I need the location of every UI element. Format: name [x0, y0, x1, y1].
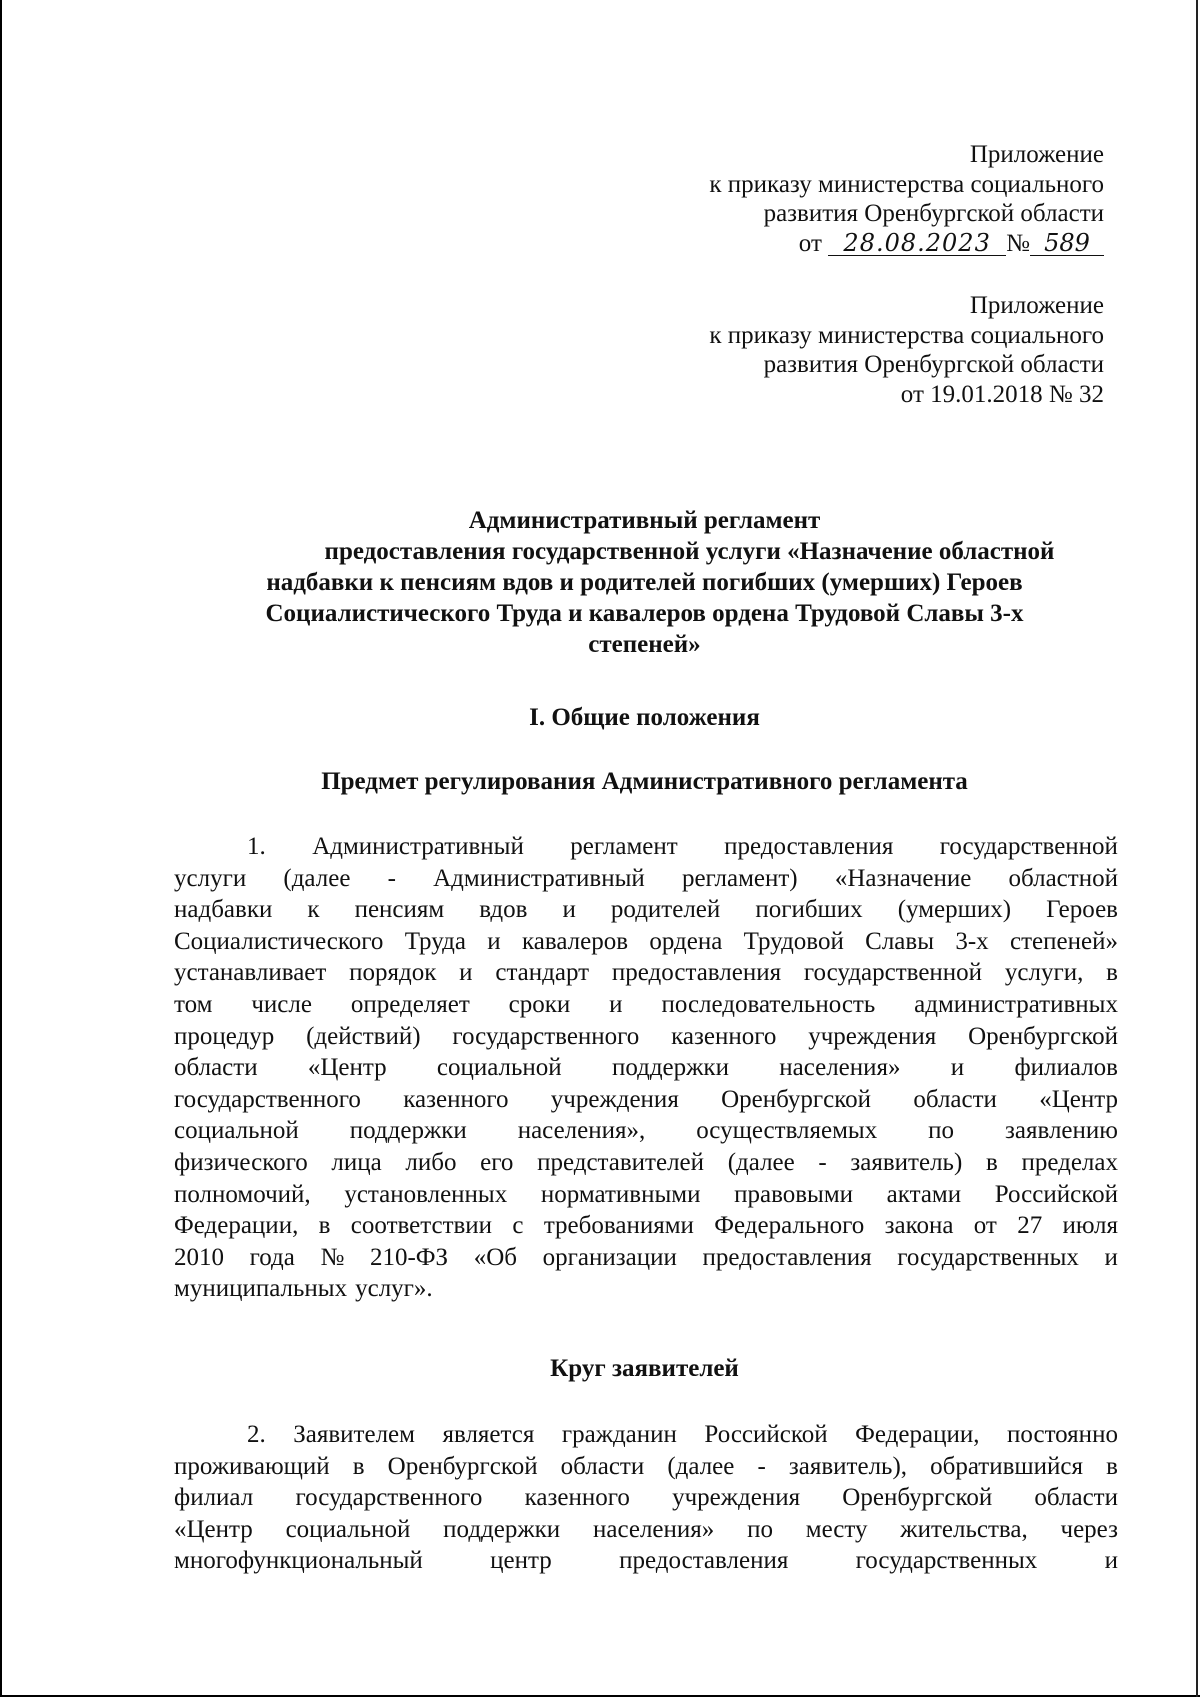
word: определяет	[350, 990, 470, 1018]
word: 27	[1017, 1212, 1043, 1240]
word: услуги,	[1004, 959, 1084, 987]
word: центр	[490, 1547, 552, 1575]
word: является	[442, 1421, 535, 1448]
word: с	[512, 1212, 524, 1240]
paragraph-1-line	[174, 894, 1118, 926]
word: месту	[805, 1515, 868, 1543]
word: 2010	[174, 1243, 224, 1271]
word: -	[757, 1452, 766, 1480]
word: (далее	[283, 864, 351, 892]
word: областной	[1008, 864, 1118, 892]
word: актами	[886, 1180, 962, 1208]
word: «Назначение	[834, 864, 972, 892]
word: том	[174, 990, 213, 1018]
word: числе	[251, 990, 312, 1018]
header-old-line4: от 19.01.2018 № 32	[900, 380, 1104, 408]
word: регламент	[570, 833, 678, 860]
word: и	[487, 927, 501, 955]
header-old-line1: Приложение	[969, 292, 1104, 319]
word: проживающий	[174, 1452, 330, 1480]
title-line4: Социалистического Труда и кавалеров ордена Трудовой Славы 3-х	[265, 600, 1024, 627]
word: Трудовой	[743, 927, 844, 955]
word: процедур	[174, 1022, 275, 1050]
document-title	[172, 505, 1117, 660]
word: филиал	[174, 1484, 254, 1512]
word: населения»	[779, 1054, 901, 1082]
word: требованиями	[543, 1212, 694, 1240]
word: Российской	[994, 1180, 1118, 1208]
word: услуги	[174, 864, 247, 892]
word: многофункциональный	[174, 1547, 423, 1575]
word: учреждения	[550, 1085, 679, 1113]
paragraph-1-line	[174, 1179, 1118, 1211]
word: ордена	[649, 927, 723, 955]
word: от	[973, 1212, 997, 1240]
word: обратившийся	[930, 1452, 1084, 1480]
paragraph-2	[174, 1419, 1118, 1577]
word: лица	[331, 1148, 382, 1176]
word: Оренбургской	[968, 1022, 1118, 1050]
word: и	[562, 896, 576, 924]
word: установленных	[344, 1180, 508, 1208]
word: Федерации,	[174, 1212, 299, 1240]
word: постоянно	[1006, 1421, 1118, 1448]
word: предоставления	[724, 833, 894, 860]
word: административных	[914, 990, 1118, 1018]
word: соответствии	[350, 1212, 493, 1240]
word: физического	[174, 1148, 308, 1176]
word: государственного	[452, 1022, 640, 1050]
word: и	[459, 959, 473, 987]
title-line3: надбавки к пенсиям вдов и родителей погибших (умерших) Героев	[266, 569, 1023, 596]
word: года	[249, 1243, 295, 1271]
word: предоставления	[619, 1547, 789, 1575]
word: №	[320, 1243, 345, 1271]
word: степеней»	[1010, 927, 1118, 955]
word: государственных	[897, 1243, 1079, 1271]
word: казенного	[403, 1085, 509, 1113]
word: организации	[542, 1243, 677, 1271]
word: (действий)	[306, 1022, 421, 1050]
title-line2: предоставления государственной услуги «Назначение областной	[324, 538, 1055, 565]
header-new-order	[709, 140, 1104, 258]
word: (умерших)	[897, 896, 1012, 924]
word: и	[609, 990, 623, 1018]
word: устанавливает	[174, 959, 327, 987]
word: и	[950, 1054, 965, 1082]
paragraph-1-line	[174, 957, 1118, 989]
subheading-applicants: Круг заявителей	[550, 1355, 739, 1382]
word: Административный	[433, 864, 645, 892]
word: государственной	[803, 959, 983, 987]
word: и	[1104, 1547, 1118, 1575]
word: 1.	[247, 833, 266, 860]
word: 2.	[247, 1421, 266, 1448]
paragraph-1-line	[174, 1084, 1118, 1116]
word: осуществляемых	[696, 1117, 878, 1145]
header-new-line2: к приказу министерства социального	[709, 170, 1104, 198]
paragraph-1-line	[174, 989, 1118, 1021]
paragraph-2-line	[174, 1419, 1118, 1451]
paragraph-2-line	[174, 1514, 1118, 1546]
date-prefix: от	[798, 229, 822, 257]
word: Оренбургской	[842, 1484, 993, 1512]
word: поддержки	[349, 1117, 467, 1145]
word: нормативными	[540, 1180, 701, 1208]
word: родителей	[610, 896, 721, 924]
word: заявлению	[1005, 1117, 1118, 1145]
word: области	[174, 1054, 258, 1082]
word: 210-ФЗ	[369, 1243, 449, 1271]
word: области	[560, 1452, 645, 1480]
word: социальной	[174, 1117, 299, 1145]
header-new-date-line	[709, 229, 1104, 259]
word: Заявителем	[293, 1421, 415, 1448]
word: надбавки	[174, 896, 273, 924]
word: регламент)	[681, 864, 798, 892]
header-old-order	[709, 291, 1104, 409]
title-line1: Административный регламент	[468, 507, 821, 534]
word: -	[387, 864, 396, 892]
word: порядок	[349, 959, 437, 987]
word: государственных	[855, 1547, 1038, 1575]
paragraph-1-line	[174, 863, 1118, 895]
word: и	[1104, 1243, 1118, 1271]
handwritten-date: 28.08.2023	[828, 231, 1006, 256]
paragraph-1-line	[174, 1021, 1118, 1053]
word: области	[1034, 1484, 1118, 1512]
word: Административный	[312, 833, 524, 860]
paragraph-1-line	[174, 1115, 1118, 1147]
word: представителей	[537, 1148, 705, 1176]
word: «Об	[473, 1243, 517, 1271]
word: муниципальных	[174, 1275, 348, 1303]
word: правовыми	[734, 1180, 854, 1208]
paragraph-1-line	[174, 831, 1118, 863]
word: последовательность	[661, 990, 876, 1018]
scan-edge-line	[1196, 0, 1198, 1697]
word: «Центр	[174, 1515, 253, 1543]
header-new-line1: Приложение	[969, 141, 1104, 168]
word: Федерации,	[855, 1421, 980, 1448]
word: в	[1106, 959, 1118, 987]
word: поддержки	[611, 1054, 729, 1082]
paragraph-1-line	[174, 1210, 1118, 1242]
word: Социалистического	[174, 927, 384, 955]
word: «Центр	[307, 1054, 387, 1082]
word: Федерального	[714, 1212, 865, 1240]
word: Оренбургской	[387, 1452, 538, 1480]
paragraph-1-line	[174, 1147, 1118, 1179]
word: через	[1060, 1515, 1118, 1543]
word: пенсиям	[354, 896, 445, 924]
word: казенного	[671, 1022, 777, 1050]
word: либо	[405, 1148, 457, 1176]
word: казенного	[524, 1484, 630, 1512]
word: Героев	[1046, 896, 1118, 924]
word: в	[318, 1212, 331, 1240]
word: «Центр	[1039, 1085, 1118, 1113]
word: населения»	[592, 1515, 715, 1543]
word: его	[480, 1148, 514, 1176]
word: в	[985, 1148, 998, 1176]
paragraph-1-line	[174, 1273, 1118, 1305]
word: социальной	[436, 1054, 562, 1082]
word: кавалеров	[522, 927, 629, 955]
handwritten-number: 589	[1030, 231, 1104, 256]
subheading-subject: Предмет регулирования Административного регламента	[321, 768, 968, 795]
word: полномочий,	[174, 1180, 311, 1208]
word: области	[913, 1085, 997, 1113]
paragraph-2-line	[174, 1545, 1118, 1577]
word: по	[928, 1117, 955, 1145]
word: гражданин	[561, 1421, 677, 1448]
header-new-line3: развития Оренбургской области	[763, 200, 1104, 227]
paragraph-1-line	[174, 926, 1118, 958]
word: заявитель)	[850, 1148, 963, 1176]
word: государственного	[174, 1085, 361, 1113]
word: Российской	[704, 1421, 828, 1448]
paragraph-2-line	[174, 1451, 1118, 1483]
word: населения»,	[517, 1117, 646, 1145]
word: к	[307, 896, 320, 924]
word: филиалов	[1014, 1054, 1118, 1082]
number-prefix: №	[1006, 229, 1030, 257]
word: стандарт	[495, 959, 590, 987]
word: учреждения	[672, 1484, 801, 1512]
word: предоставления	[611, 959, 782, 987]
word: жительства,	[900, 1515, 1028, 1543]
word: поддержки	[443, 1515, 561, 1543]
word: 3-х	[955, 927, 989, 955]
section-heading: I. Общие положения	[529, 704, 760, 731]
paragraph-1	[174, 831, 1118, 1305]
word: погибших	[755, 896, 863, 924]
paragraph-2-line	[174, 1482, 1118, 1514]
word: -	[818, 1148, 827, 1176]
word: сроки	[508, 990, 571, 1018]
word: в	[352, 1452, 365, 1480]
word: в	[1106, 1452, 1118, 1480]
word: (далее	[667, 1452, 735, 1480]
word: вдов	[479, 896, 528, 924]
word: по	[747, 1515, 773, 1543]
word: Оренбургской	[721, 1085, 872, 1113]
header-old-line3: развития Оренбургской области	[763, 351, 1104, 378]
word: учреждения	[808, 1022, 937, 1050]
header-old-line2: к приказу министерства социального	[709, 321, 1104, 349]
word: Труда	[404, 927, 466, 955]
word: социальной	[285, 1515, 411, 1543]
paragraph-1-line	[174, 1052, 1118, 1084]
word: государственной	[939, 833, 1118, 860]
word: закона	[884, 1212, 954, 1240]
word: июля	[1062, 1212, 1118, 1240]
word: заявитель),	[788, 1452, 908, 1480]
title-line5: степеней»	[588, 631, 701, 658]
word: (далее	[727, 1148, 795, 1176]
word: услуг».	[355, 1275, 433, 1303]
word: пределах	[1021, 1148, 1118, 1176]
word: Славы	[865, 927, 935, 955]
word: государственного	[295, 1484, 483, 1512]
word: предоставления	[702, 1243, 872, 1271]
paragraph-1-line	[174, 1242, 1118, 1274]
